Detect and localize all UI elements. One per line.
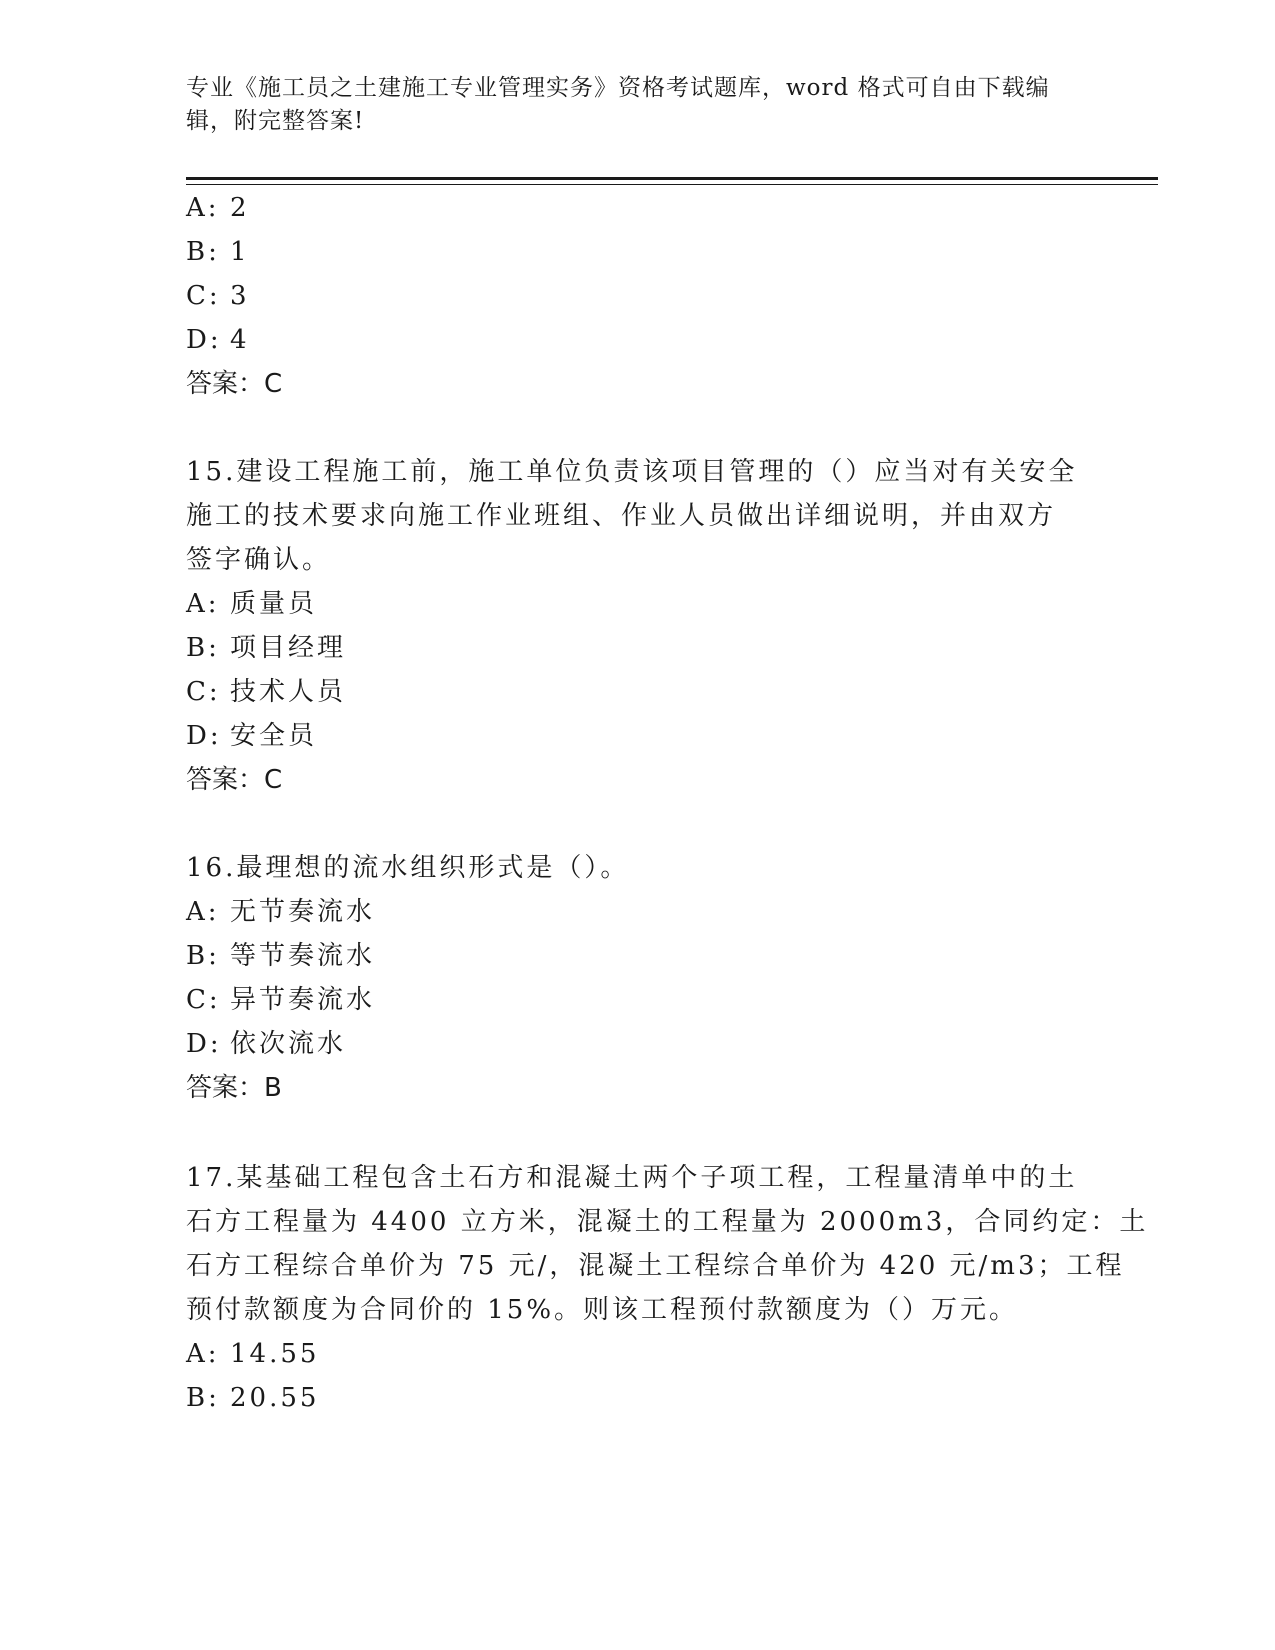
q15-option-d: D: 安全员 (186, 721, 318, 751)
q17-stem-line-1: 17.某基础工程包含土石方和混凝土两个子项工程，工程量清单中的土 (186, 1163, 1078, 1193)
q14-option-d: D: 4 (186, 325, 250, 355)
q17-stem-line-3: 石方工程综合单价为 75 元/，混凝土工程综合单价为 420 元/m3；工程 (186, 1251, 1125, 1281)
q15-option-a: A: 质量员 (186, 589, 318, 619)
header-divider-thick (186, 177, 1158, 180)
q17-option-a: A: 14.55 (186, 1339, 320, 1369)
header-divider-thin (186, 184, 1158, 185)
q17-stem-line-4: 预付款额度为合同价的 15%。则该工程预付款额度为（）万元。 (186, 1295, 1019, 1325)
q16-option-c: C: 异节奏流水 (186, 985, 376, 1015)
q15-option-b: B: 项目经理 (186, 633, 347, 663)
q17-stem-line-2: 石方工程量为 4400 立方米，混凝土的工程量为 2000m3，合同约定：土 (186, 1207, 1149, 1237)
q15-stem-line-1: 15.建设工程施工前，施工单位负责该项目管理的（）应当对有关安全 (186, 457, 1078, 487)
q16-answer: 答案：B (186, 1073, 282, 1103)
header-line-2: 辑，附完整答案! (186, 108, 365, 134)
q16-option-b: B: 等节奏流水 (186, 941, 376, 971)
header-line-1: 专业《施工员之土建施工专业管理实务》资格考试题库，word 格式可自由下载编 (186, 75, 1050, 101)
q14-answer: 答案：C (186, 369, 283, 399)
q14-option-a: A: 2 (186, 193, 250, 223)
q15-stem-line-3: 签字确认。 (186, 545, 332, 575)
q16-option-d: D: 依次流水 (186, 1029, 347, 1059)
q15-stem-line-2: 施工的技术要求向施工作业班组、作业人员做出详细说明，并由双方 (186, 501, 1057, 531)
q15-answer: 答案：C (186, 765, 283, 795)
q16-stem-line-1: 16.最理想的流水组织形式是（）。 (186, 853, 630, 883)
q17-option-b: B: 20.55 (186, 1383, 320, 1413)
q14-option-c: C: 3 (186, 281, 250, 311)
q15-option-c: C: 技术人员 (186, 677, 347, 707)
q16-option-a: A: 无节奏流水 (186, 897, 376, 927)
document-header (186, 72, 1066, 138)
q14-option-b: B: 1 (186, 237, 250, 267)
